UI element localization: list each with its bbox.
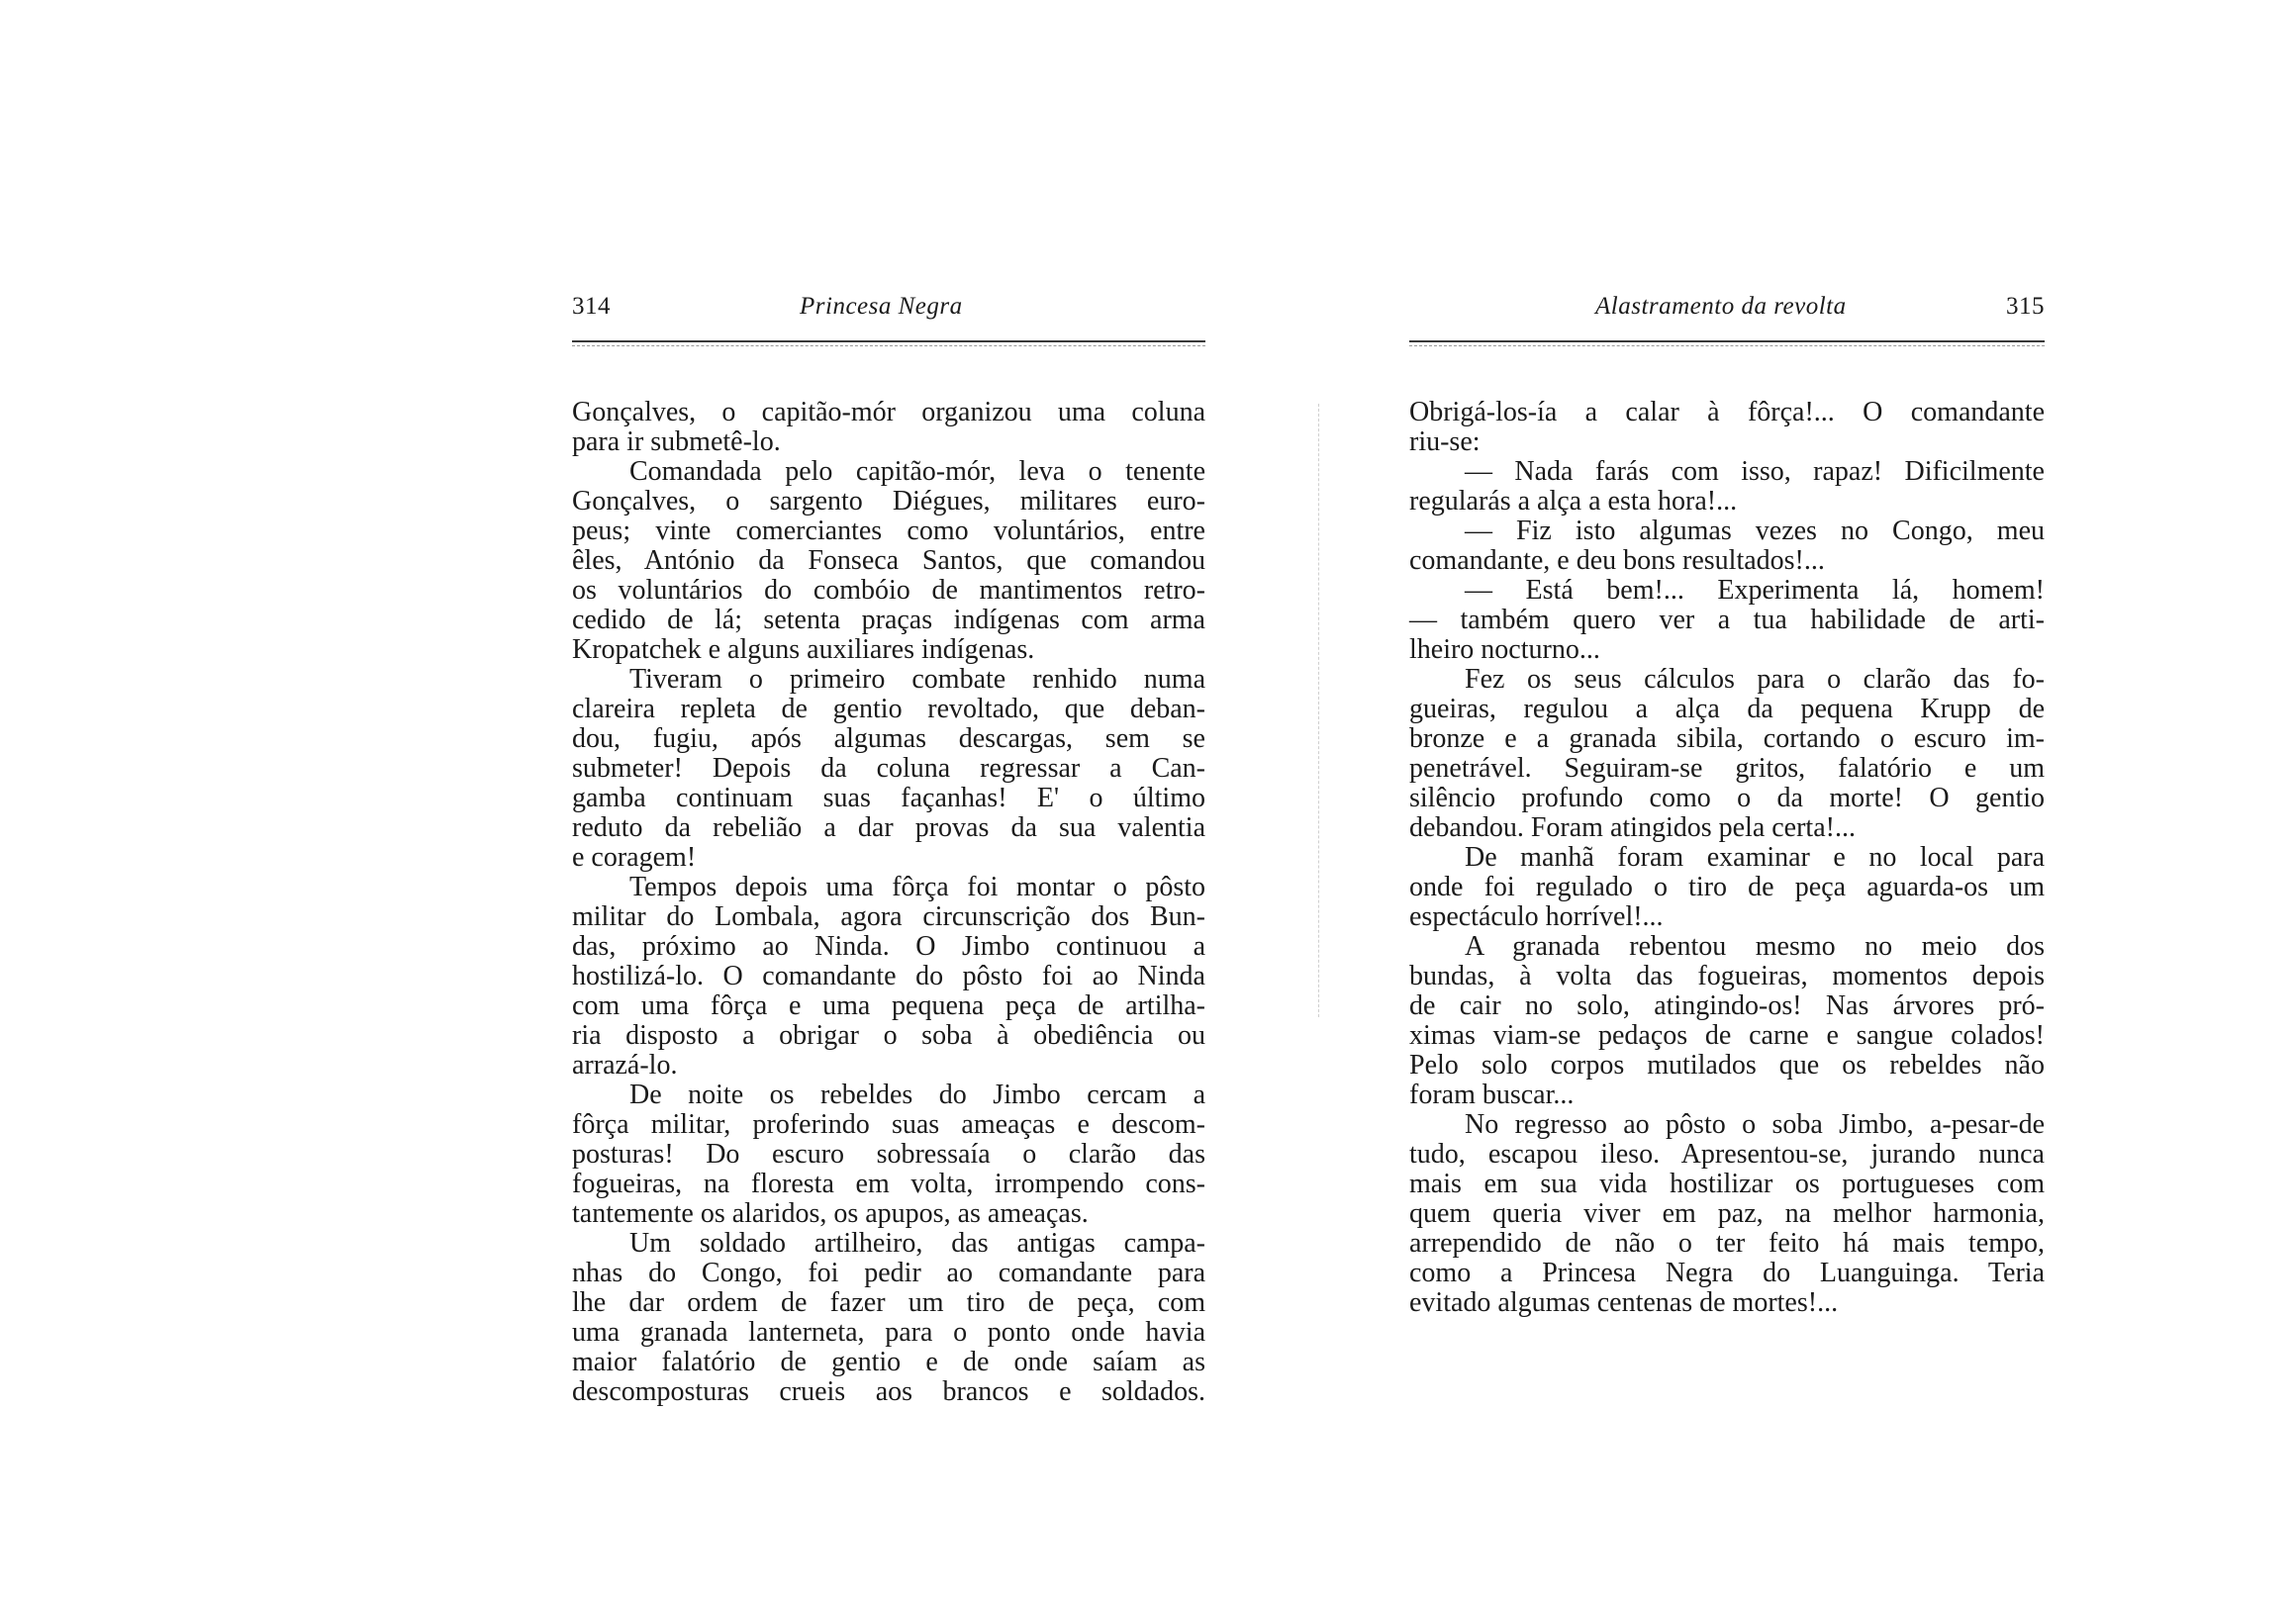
right-page-number: 315 (2006, 293, 2045, 320)
text-line: No regresso ao pôsto o soba Jimbo, a-pesar-de (1465, 1109, 2045, 1140)
text-line: hostilizá-lo. O comandante do pôsto foi ao Ninda (572, 961, 1205, 991)
text-line: quem queria viver em paz, na melhor harmonia, (1409, 1198, 2045, 1229)
text-line: A granada rebentou mesmo no meio dos (1465, 931, 2045, 962)
text-line: arrazá-lo. (572, 1050, 678, 1081)
left-page-number: 314 (572, 293, 611, 320)
right-text-body (1409, 398, 2045, 1318)
text-line: lheiro nocturno... (1409, 634, 1600, 665)
text-line: nhas do Congo, foi pedir ao comandante para (572, 1258, 1205, 1288)
text-line: — também quero ver a tua habilidade de arti- (1409, 605, 2045, 635)
text-line: — Está bem!... Experimenta lá, homem! (1465, 575, 2045, 606)
text-line: tudo, escapou ileso. Apresentou-se, jurando nunca (1409, 1139, 2045, 1170)
text-line: tantemente os alaridos, os apupos, as ameaças. (572, 1198, 1089, 1229)
text-line: posturas! Do escuro sobressaía o clarão das (572, 1139, 1205, 1170)
right-header-rule (1409, 340, 2045, 342)
text-line: debandou. Foram atingidos pela certa!... (1409, 812, 1856, 843)
left-text-body (572, 398, 1205, 1407)
text-line: submeter! Depois da coluna regressar a Can- (572, 753, 1205, 784)
text-line: — Nada farás com isso, rapaz! Dificilmente (1465, 456, 2045, 487)
text-line: como a Princesa Negra do Luanguinga. Teria (1409, 1258, 2045, 1288)
text-line: Fez os seus cálculos para o clarão das fo- (1465, 664, 2045, 695)
text-line: regularás a alça a esta hora!... (1409, 486, 1738, 517)
left-running-head (572, 293, 1205, 332)
gutter-divider (1318, 404, 1320, 1017)
text-line: Kropatchek e alguns auxiliares indígenas. (572, 634, 1035, 665)
text-line: mais em sua vida hostilizar os portugueses com (1409, 1169, 2045, 1199)
text-line: Obrigá-los-ía a calar à fôrça!... O comandante (1409, 397, 2045, 427)
text-line: Um soldado artilheiro, das antigas campa- (629, 1228, 1205, 1259)
text-line: De manhã foram examinar e no local para (1465, 842, 2045, 873)
text-line: fogueiras, na floresta em volta, irrompendo cons- (572, 1169, 1205, 1199)
text-line: Tempos depois uma fôrça foi montar o pôsto (629, 872, 1205, 902)
right-running-title: Alastramento da revolta (1595, 293, 1847, 320)
text-line: uma granada lanterneta, para o ponto onde havia (572, 1317, 1205, 1348)
text-line: De noite os rebeldes do Jimbo cercam a (629, 1080, 1205, 1110)
text-line: e coragem! (572, 842, 697, 873)
text-line: militar do Lombala, agora circunscrição dos Bun- (572, 901, 1205, 932)
text-line: bundas, à volta das fogueiras, momentos depois (1409, 961, 2045, 991)
text-line: — Fiz isto algumas vezes no Congo, meu (1465, 516, 2045, 546)
text-line: riu-se: (1409, 426, 1481, 457)
text-line: reduto da rebelião a dar provas da sua valentia (572, 812, 1205, 843)
text-line: Pelo solo corpos mutilados que os rebeldes não (1409, 1050, 2045, 1081)
text-line: penetrável. Seguiram-se gritos, falatório e um (1409, 753, 2045, 784)
text-line: espectáculo horrível!... (1409, 901, 1664, 932)
text-line: descomposturas crueis aos brancos e soldados. (572, 1376, 1205, 1407)
text-line: ria disposto a obrigar o soba à obediência ou (572, 1020, 1205, 1051)
text-line: cedido de lá; setenta praças indígenas com arma (572, 605, 1205, 635)
text-line: para ir submetê-lo. (572, 426, 781, 457)
text-line: com uma fôrça e uma pequena peça de artilha- (572, 990, 1205, 1021)
text-line: arrependido de não o ter feito há mais tempo, (1409, 1228, 2045, 1259)
text-line: êles, António da Fonseca Santos, que comandou (572, 545, 1205, 576)
text-line: silêncio profundo como o da morte! O gentio (1409, 783, 2045, 813)
text-line: Gonçalves, o sargento Diégues, militares euro- (572, 486, 1205, 517)
text-line: Tiveram o primeiro combate renhido numa (629, 664, 1205, 695)
text-line: ximas viam-se pedaços de carne e sangue colados! (1409, 1020, 2045, 1051)
text-line: de cair no solo, atingindo-os! Nas árvores pró- (1409, 990, 2045, 1021)
text-line: comandante, e deu bons resultados!... (1409, 545, 1825, 576)
text-line: gamba continuam suas façanhas! E' o último (572, 783, 1205, 813)
text-line: evitado algumas centenas de mortes!... (1409, 1287, 1839, 1318)
text-line: clareira repleta de gentio revoltado, que deban- (572, 694, 1205, 724)
text-line: das, próximo ao Ninda. O Jimbo continuou a (572, 931, 1205, 962)
left-running-title: Princesa Negra (800, 293, 963, 320)
text-line: peus; vinte comerciantes como voluntários, entre (572, 516, 1205, 546)
text-line: dou, fugiu, após algumas descargas, sem se (572, 723, 1205, 754)
text-line: Comandada pelo capitão-mór, leva o tenente (629, 456, 1205, 487)
text-line: foram buscar... (1409, 1080, 1575, 1110)
text-line: os voluntários do combóio de mantimentos retro- (572, 575, 1205, 606)
right-running-head (1409, 293, 2045, 332)
left-page (572, 0, 1205, 1599)
text-line: onde foi regulado o tiro de peça aguarda-os um (1409, 872, 2045, 902)
right-page (1409, 0, 2045, 1599)
text-line: lhe dar ordem de fazer um tiro de peça, com (572, 1287, 1205, 1318)
text-line: maior falatório de gentio e de onde saíam as (572, 1347, 1205, 1377)
text-line: fôrça militar, proferindo suas ameaças e descom- (572, 1109, 1205, 1140)
text-line: bronze e a granada sibila, cortando o escuro im- (1409, 723, 2045, 754)
text-line: Gonçalves, o capitão-mór organizou uma coluna (572, 397, 1205, 427)
text-line: gueiras, regulou a alça da pequena Krupp de (1409, 694, 2045, 724)
left-header-rule (572, 340, 1205, 342)
